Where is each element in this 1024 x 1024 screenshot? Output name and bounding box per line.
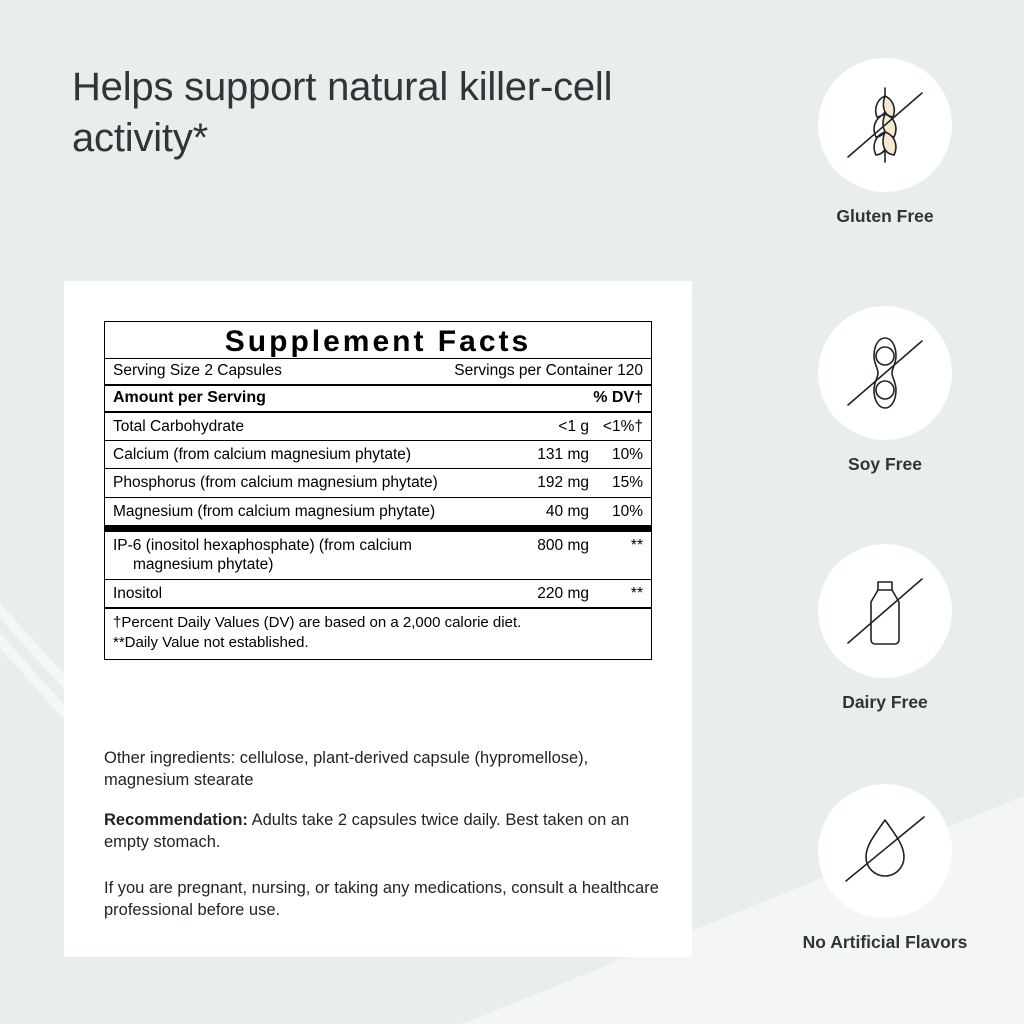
nutrient-dv: 10% [611, 445, 643, 463]
badge-dairy-free [760, 544, 1010, 714]
nutrient-name [113, 536, 507, 575]
badge-circle [818, 544, 952, 678]
supplement-panel [64, 281, 692, 957]
badge-circle [818, 306, 952, 440]
nutrient-name: Phosphorus (from calcium magnesium phytate) [113, 474, 438, 492]
daily-value-header: % DV† [593, 388, 643, 406]
nutrient-name-line1: IP-6 (inositol hexaphosphate) (from calcium [113, 537, 412, 554]
footnotes [105, 609, 651, 659]
nutrient-amount: 220 mg [537, 584, 589, 602]
milk-bottle-crossed-out-icon [818, 544, 952, 678]
serving-size: Serving Size 2 Capsules [113, 361, 282, 379]
badge-label: Dairy Free [842, 692, 928, 712]
badge-label: Gluten Free [836, 206, 934, 226]
badge-circle [818, 58, 952, 192]
badge-no-artificial-flavors [760, 784, 1010, 954]
supplement-facts-title: Supplement Facts [224, 325, 532, 358]
badge-gluten-free [760, 58, 1010, 228]
footnote-daily-values: †Percent Daily Values (DV) are based on a 2,000 calorie diet. [113, 614, 522, 632]
badge-label: Soy Free [848, 454, 922, 474]
nutrient-amount: 800 mg [537, 537, 589, 554]
nutrient-name-line2: magnesium phytate) [133, 556, 274, 574]
soybean-crossed-out-icon [818, 306, 952, 440]
amount-per-serving-label: Amount per Serving [113, 388, 266, 406]
supplement-facts-box [104, 321, 652, 660]
table-row [105, 580, 651, 607]
footnote-no-dv: **Daily Value not established. [113, 634, 309, 652]
badge-soy-free [760, 306, 1010, 476]
nutrient-name: Inositol [113, 584, 163, 602]
droplet-crossed-out-icon [818, 784, 952, 918]
nutrient-dv: 15% [611, 474, 643, 492]
page-title: Helps support natural killer-cell activity* [72, 65, 613, 161]
servings-per-container: Servings per Container 120 [454, 361, 643, 379]
table-row [105, 413, 651, 440]
nutrient-amount: 40 mg [545, 502, 589, 520]
nutrient-name: Total Carbohydrate [113, 417, 244, 435]
recommendation-text: Adults take 2 capsules twice daily. Best taken on an empty stomach. [104, 811, 630, 852]
table-row [105, 469, 651, 496]
nutrient-dv: ** [630, 584, 643, 602]
nutrient-dv: <1%† [602, 417, 643, 435]
nutrient-dv: ** [630, 537, 643, 554]
table-row [105, 498, 651, 525]
recommendation [104, 809, 664, 854]
nutrient-amount: 192 mg [537, 474, 589, 492]
other-ingredients: Other ingredients: cellulose, plant-derived capsule (hypromellose), magnesium stearate [104, 749, 589, 790]
nutrient-name: Magnesium (from calcium magnesium phytate) [113, 502, 436, 520]
nutrient-dv: 10% [611, 502, 643, 520]
badge-label: No Artificial Flavors [802, 932, 968, 952]
nutrient-amount: <1 g [558, 417, 589, 435]
table-row [105, 532, 651, 579]
nutrient-amount: 131 mg [537, 445, 589, 463]
amount-per-serving-row [105, 386, 651, 411]
recommendation-label: Recommendation: [104, 811, 248, 829]
badge-circle [818, 784, 952, 918]
nutrient-name: Calcium (from calcium magnesium phytate) [113, 445, 412, 463]
table-row [105, 441, 651, 468]
warning-text: If you are pregnant, nursing, or taking any medications, consult a healthcare professional before use. [104, 879, 659, 920]
serving-info-row [105, 359, 651, 384]
wheat-crossed-out-icon [818, 58, 952, 192]
